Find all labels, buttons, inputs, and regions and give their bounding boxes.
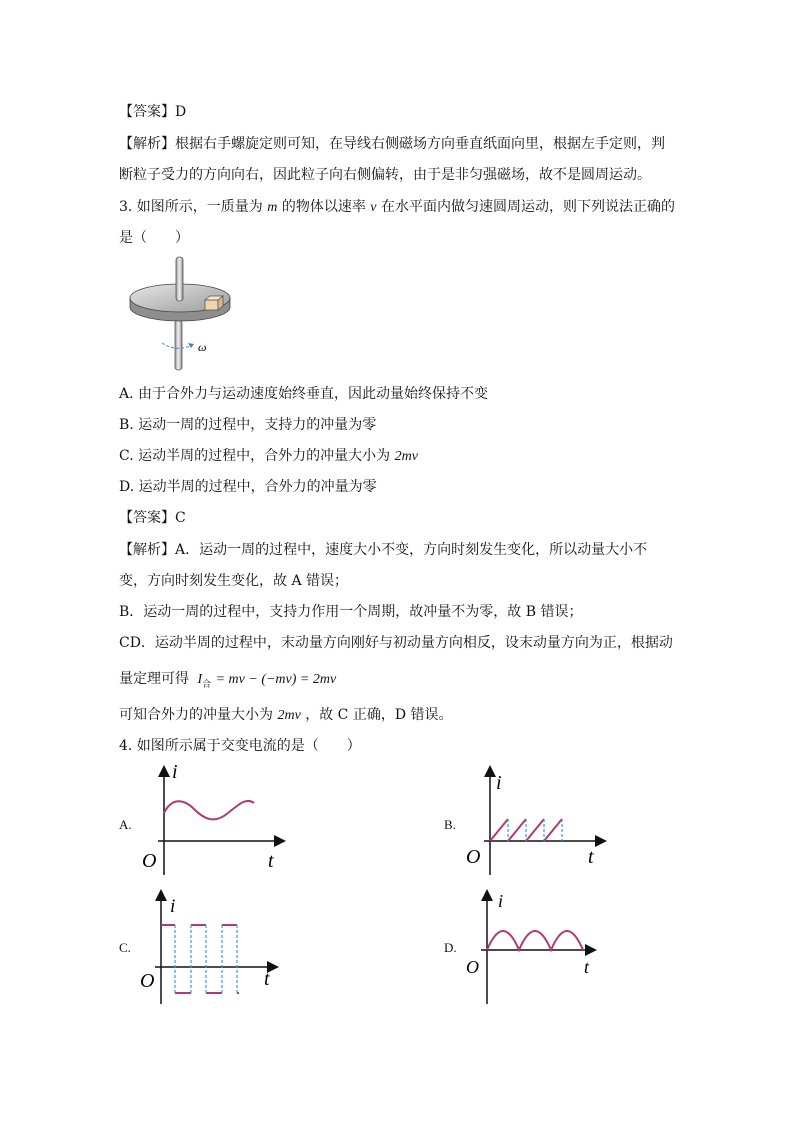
q3-option-a: A. 由于合外力与运动速度始终垂直，因此动量始终保持不变 [119, 386, 489, 402]
graph-d-y-label: i [498, 891, 504, 911]
impulse-subscript: 合 [202, 679, 212, 690]
graph-c [138, 887, 288, 1007]
q4-option-b-label: B. [444, 817, 456, 832]
graph-a [138, 763, 288, 878]
q3-rotating-disc-figure [122, 255, 242, 373]
q3-analysis-line2: 变，方向时刻发生变化，故 A 错误； [119, 573, 349, 589]
q3-stem-part3: 在水平面内做匀速圆周运动，则下列说法正确的 [380, 199, 675, 215]
graph-b-x-label: t [588, 846, 594, 868]
lower-shaft [175, 320, 182, 370]
upper-shaft [176, 257, 183, 301]
q3-option-b: B. 运动一周的过程中，支持力的冲量为零 [119, 417, 377, 433]
q3-analysis-line6-a: 可知合外力的冲量大小为 [119, 707, 273, 723]
q2-answer: 【答案】D [119, 104, 187, 120]
q3-speed-symbol: v [370, 200, 377, 215]
q3-analysis-line6-math: 2mv [277, 708, 301, 723]
graph-c-dashed-lines [175, 925, 237, 993]
q3-mass-symbol: m [267, 200, 278, 215]
impulse-equation: = mv − (−mv) = 2mv [215, 672, 337, 687]
graph-a-x-label: t [268, 850, 274, 872]
graph-d-arcs [487, 931, 583, 950]
q3-analysis-line6 [119, 705, 453, 726]
q3-analysis-line5 [119, 669, 336, 695]
q3-analysis-line6-b: ，故 C 正确，D 错误。 [305, 707, 453, 723]
q3-analysis-line5-text: 量定理可得 [119, 671, 189, 687]
q3-option-c [119, 446, 418, 467]
graph-c-x-label: t [264, 968, 270, 990]
q4-stem: 4. 如图所示属于交变电流的是（ ） [119, 738, 361, 754]
q3-option-c-text: C. 运动半周的过程中，合外力的冲量大小为 [119, 448, 391, 464]
impulse-symbol: I [197, 672, 203, 687]
graph-d-x-label: t [584, 957, 590, 977]
q4-option-d-label: D. [444, 940, 457, 955]
graph-c-y-label: i [170, 896, 176, 917]
q3-analysis-line1: 【解析】A．运动一周的过程中，速度大小不变，方向时刻发生变化，所以动量大小不 [119, 542, 648, 558]
q3-stem-line1 [119, 197, 675, 218]
q4-option-c-label: C. [119, 940, 131, 955]
graph-b-origin: O [466, 846, 481, 868]
graph-b-y-label: i [496, 772, 502, 794]
graph-a-origin: O [142, 850, 157, 872]
graph-b [462, 763, 612, 878]
graph-d-origin: O [466, 957, 479, 977]
graph-d [462, 887, 602, 1007]
q3-analysis-line4: CD．运动半周的过程中，末动量方向刚好与初动量方向相反，设末动量方向为正，根据动 [119, 635, 673, 651]
q3-stem-part2: 的物体以速率 [281, 199, 366, 215]
q3-option-d: D. 运动半周的过程中，合外力的冲量为零 [119, 479, 377, 495]
q3-analysis-line3: B．运动一周的过程中，支持力作用一个周期，故冲量不为零，故 B 错误； [119, 604, 583, 620]
omega-label: ω [198, 340, 207, 354]
q3-stem-line2: 是（ ） [119, 230, 189, 246]
graph-a-y-label: i [172, 763, 178, 783]
q3-answer: 【答案】C [119, 510, 186, 526]
q2-analysis-line1: 【解析】根据右手螺旋定则可知，在导线右侧磁场方向垂直纸面向里，根据左手定则，判 [119, 136, 665, 152]
q2-analysis-line2: 断粒子受力的方向向右，因此粒子向右侧偏转，由于是非匀强磁场，故不是圆周运动。 [119, 167, 651, 183]
graph-c-origin: O [140, 970, 155, 992]
graph-c-square-wave [161, 925, 239, 993]
q3-stem-part1: 3. 如图所示，一质量为 [119, 199, 263, 215]
graph-a-curve [164, 801, 254, 819]
q3-option-c-math: 2mv [394, 449, 418, 464]
q4-option-a-label: A. [119, 817, 132, 832]
block-on-disc [205, 296, 223, 310]
